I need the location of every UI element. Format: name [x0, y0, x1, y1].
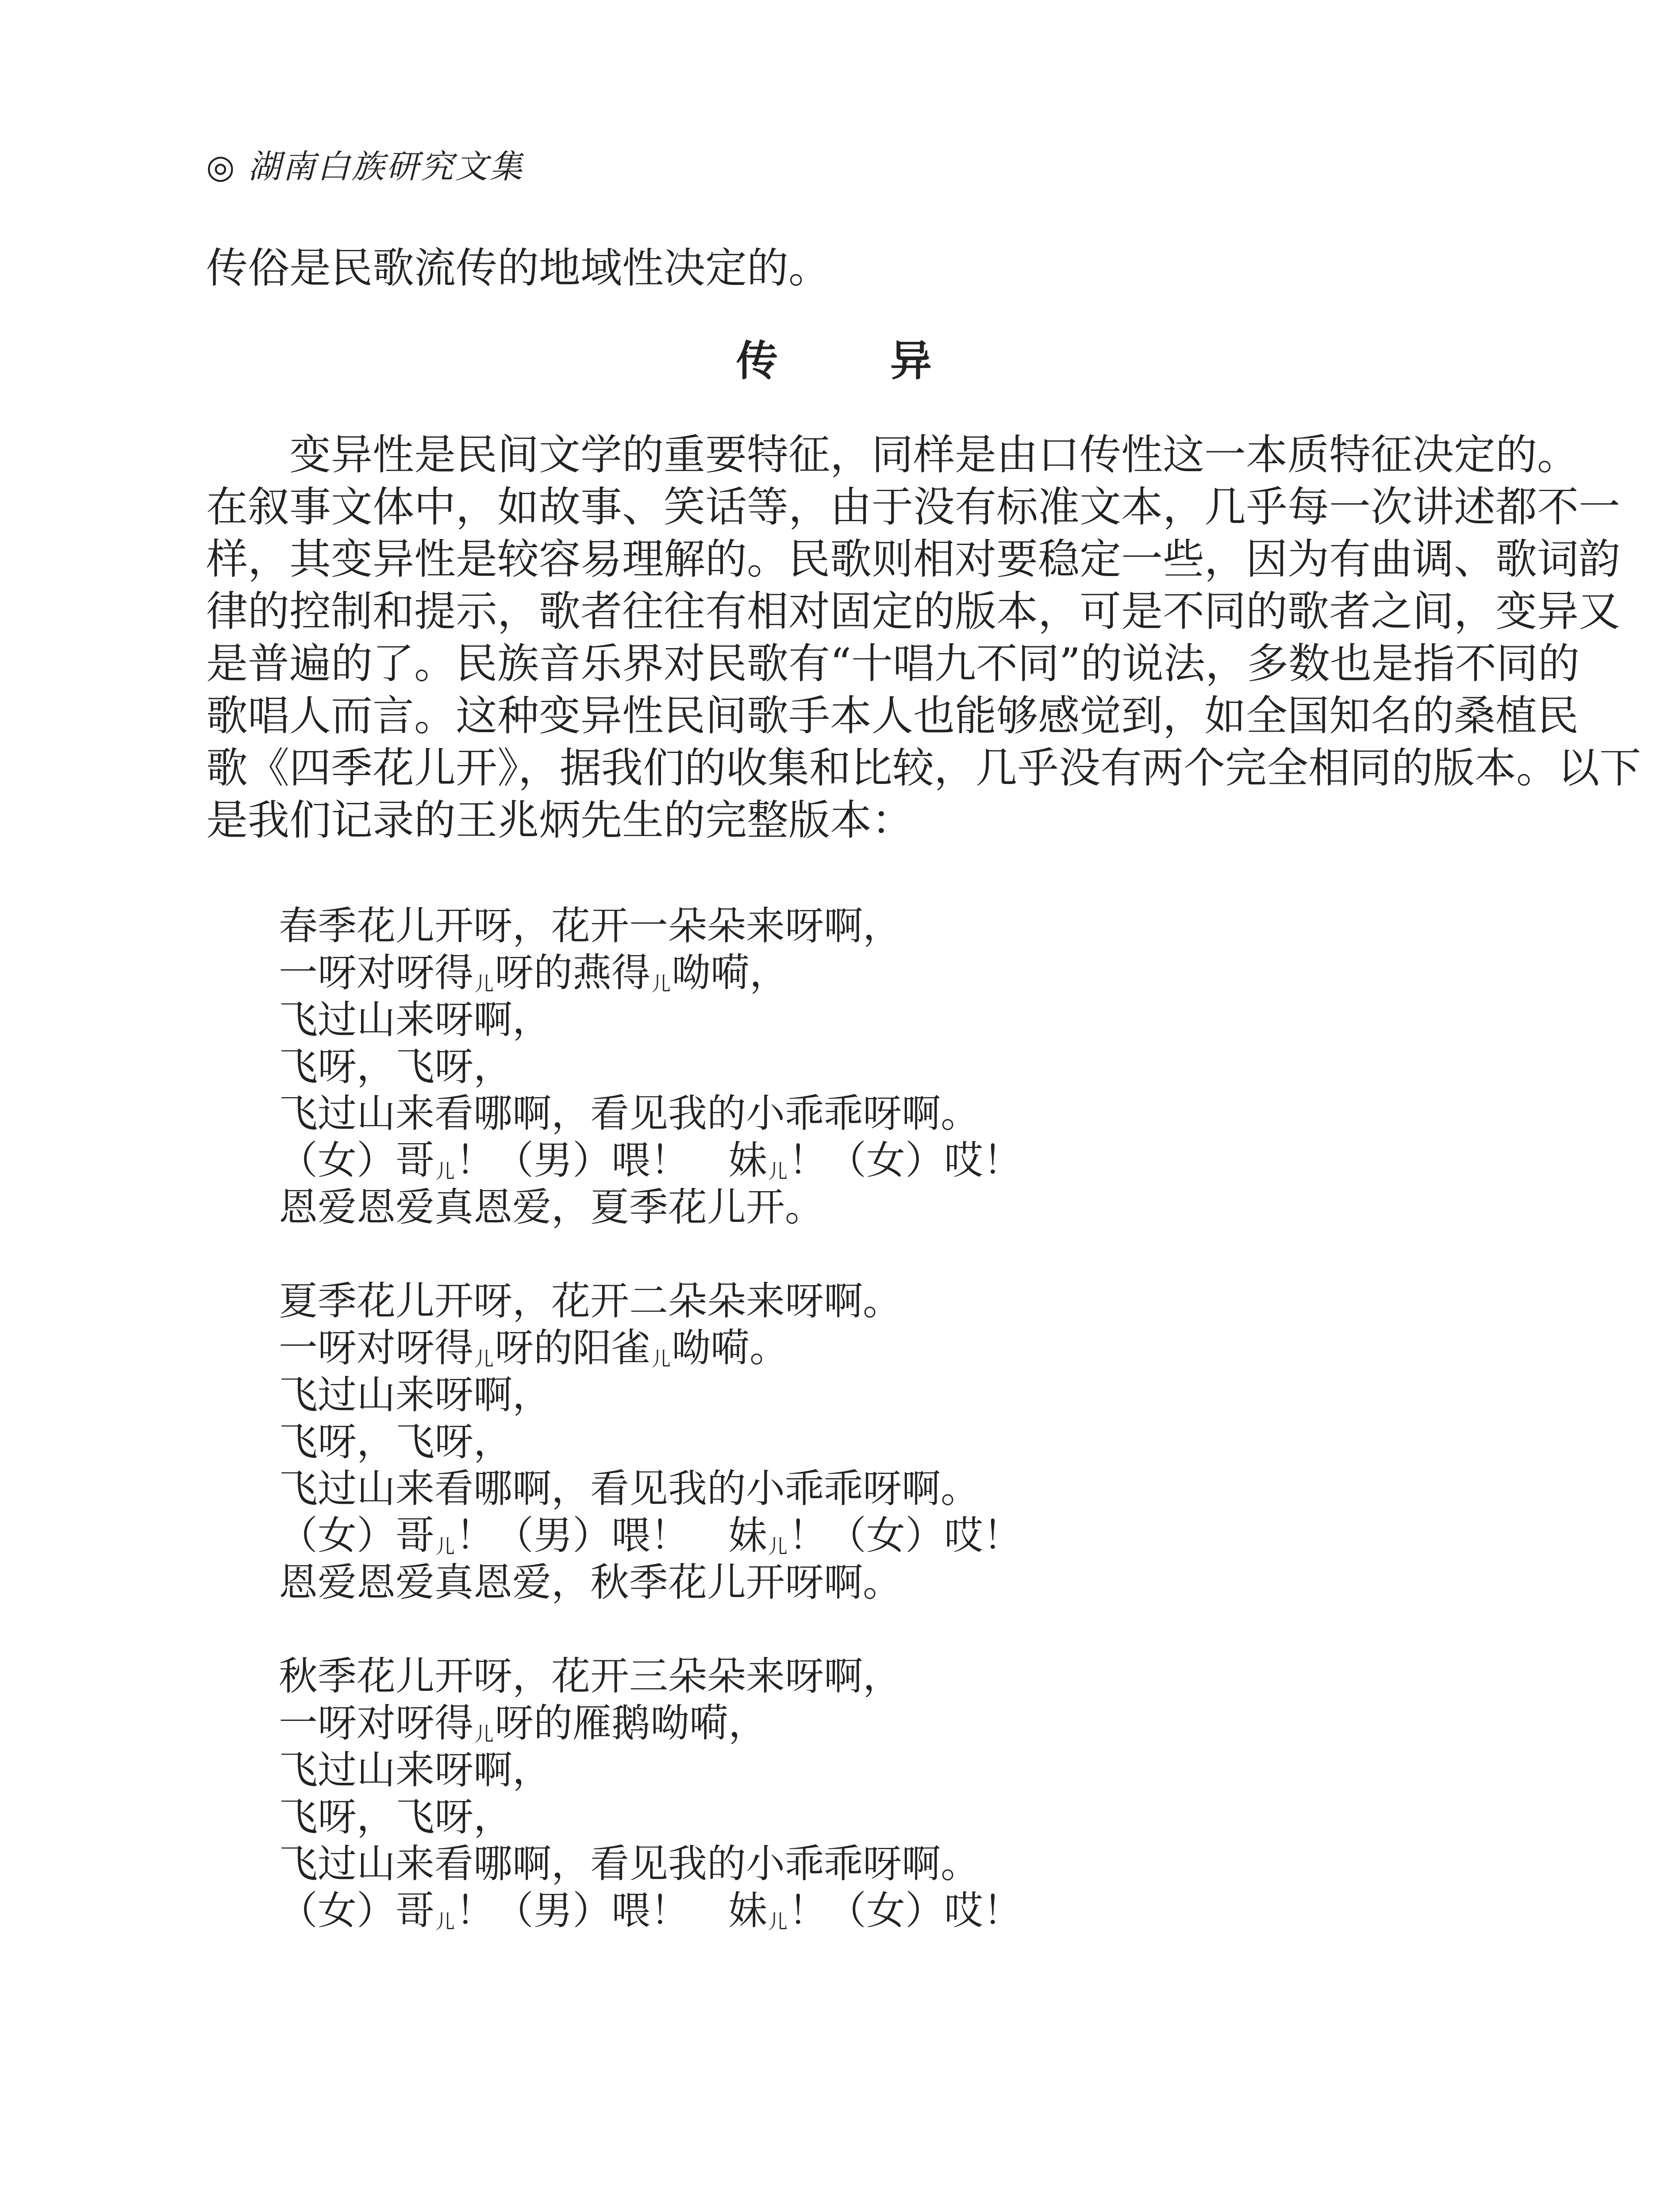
- lyric-text: （女）哥: [279, 1513, 435, 1558]
- lyric-line: 飞呀，飞呀，: [279, 1419, 513, 1464]
- lyric-text: 呀的雁鹅呦嗬，: [495, 1700, 768, 1746]
- lyric-text: ！（女）哎！: [788, 1513, 1022, 1558]
- lyric-subscript: 儿: [768, 1160, 788, 1183]
- body-paragraph: [206, 429, 1641, 847]
- lyric-text: 一呀对呀得: [279, 950, 474, 995]
- lyric-line: [279, 1137, 1022, 1184]
- paragraph-line: 在叙事文体中，如故事、笑话等，由于没有标准文本，几乎每一次讲述都不一: [206, 483, 1621, 531]
- lyric-subscript: 儿: [651, 973, 671, 995]
- lyric-text: 呀的燕得: [495, 950, 651, 995]
- section-title-text: 传 异: [736, 337, 967, 385]
- song-stanza-1: [279, 902, 1022, 1231]
- lyric-subscript: 儿: [474, 973, 494, 995]
- running-head-title: 湖南白族研究文集: [248, 148, 524, 186]
- running-head-mark: ◎: [206, 148, 237, 186]
- song-stanza-3: [279, 1653, 1022, 1934]
- paragraph-line: 律的控制和提示，歌者往往有相对固定的版本，可是不同的歌者之间，变异又: [206, 588, 1621, 636]
- continuation-line: 传俗是民歌流传的地域性决定的。: [206, 244, 830, 292]
- paragraph-line: 是我们记录的王兆炳先生的完整版本：: [206, 796, 914, 845]
- lyric-text: ！（女）哎！: [788, 1888, 1022, 1933]
- lyric-line: 恩爱恩爱真恩爱，夏季花儿开。: [279, 1184, 824, 1230]
- paragraph-line: 样，其变异性是较容易理解的。民歌则相对要稳定一些，因为有曲调、歌词韵: [206, 535, 1621, 584]
- paragraph-line: 歌《四季花儿开》，据我们的收集和比较，几乎没有两个完全相同的版本。以下: [206, 744, 1641, 792]
- lyric-subscript: 儿: [768, 1536, 788, 1558]
- lyric-line: 飞过山来呀啊，: [279, 997, 552, 1042]
- lyric-line: 秋季花儿开呀，花开三朵朵来呀啊，: [279, 1653, 902, 1699]
- lyric-line: [279, 1512, 1022, 1559]
- paragraph-line: 是普遍的了。民族音乐界对民歌有“十唱九不同”的说法，多数也是指不同的: [206, 640, 1580, 688]
- lyric-subscript: 儿: [435, 1160, 455, 1183]
- lyric-text: ！（男）喂！ 妹: [456, 1888, 768, 1933]
- lyric-text: ！（女）哎！: [788, 1137, 1022, 1183]
- lyric-line: 飞过山来看哪啊，看见我的小乖乖呀啊。: [279, 1466, 980, 1511]
- lyric-subscript: 儿: [474, 1723, 494, 1746]
- lyric-line: [279, 1887, 1022, 1934]
- lyric-line: 夏季花儿开呀，花开二朵朵来呀啊。: [279, 1278, 902, 1324]
- lyric-line: [279, 949, 1022, 996]
- song-lyrics: [279, 902, 1022, 1981]
- lyric-text: 呦嗬。: [672, 1325, 789, 1371]
- paragraph-line: 歌唱人而言。这种变异性民间歌手本人也能够感觉到，如全国知名的桑植民: [206, 692, 1579, 740]
- lyric-line: [279, 1325, 1022, 1371]
- lyric-line: 飞呀，飞呀，: [279, 1794, 513, 1839]
- lyric-subscript: 儿: [651, 1348, 671, 1371]
- lyric-subscript: 儿: [435, 1911, 455, 1933]
- section-title: [0, 337, 1668, 385]
- lyric-text: ！（男）喂！ 妹: [456, 1137, 768, 1183]
- lyric-line: 飞过山来呀啊，: [279, 1372, 552, 1417]
- lyric-text: （女）哥: [279, 1137, 435, 1183]
- running-head: [206, 148, 524, 186]
- lyric-text: ！（男）喂！ 妹: [456, 1513, 768, 1558]
- lyric-line: 飞过山来看哪啊，看见我的小乖乖呀啊。: [279, 1091, 980, 1136]
- lyric-line: 飞呀，飞呀，: [279, 1044, 513, 1089]
- lyric-text: 呦嗬，: [672, 950, 789, 995]
- lyric-subscript: 儿: [768, 1911, 788, 1933]
- lyric-line: 恩爱恩爱真恩爱，秋季花儿开呀啊。: [279, 1559, 902, 1605]
- lyric-text: （女）哥: [279, 1888, 435, 1933]
- lyric-text: 一呀对呀得: [279, 1700, 474, 1746]
- lyric-line: 飞过山来呀啊，: [279, 1747, 552, 1793]
- lyric-line: [279, 1700, 1022, 1747]
- song-stanza-2: [279, 1278, 1022, 1606]
- lyric-line: 春季花儿开呀，花开一朵朵来呀啊，: [279, 903, 902, 949]
- paragraph-line: 变异性是民间文学的重要特征，同样是由口传性这一本质特征决定的。: [289, 431, 1579, 479]
- lyric-text: 一呀对呀得: [279, 1325, 474, 1371]
- lyric-subscript: 儿: [435, 1536, 455, 1558]
- lyric-subscript: 儿: [474, 1348, 494, 1371]
- lyric-line: 飞过山来看哪啊，看见我的小乖乖呀啊。: [279, 1841, 980, 1886]
- lyric-text: 呀的阳雀: [495, 1325, 651, 1371]
